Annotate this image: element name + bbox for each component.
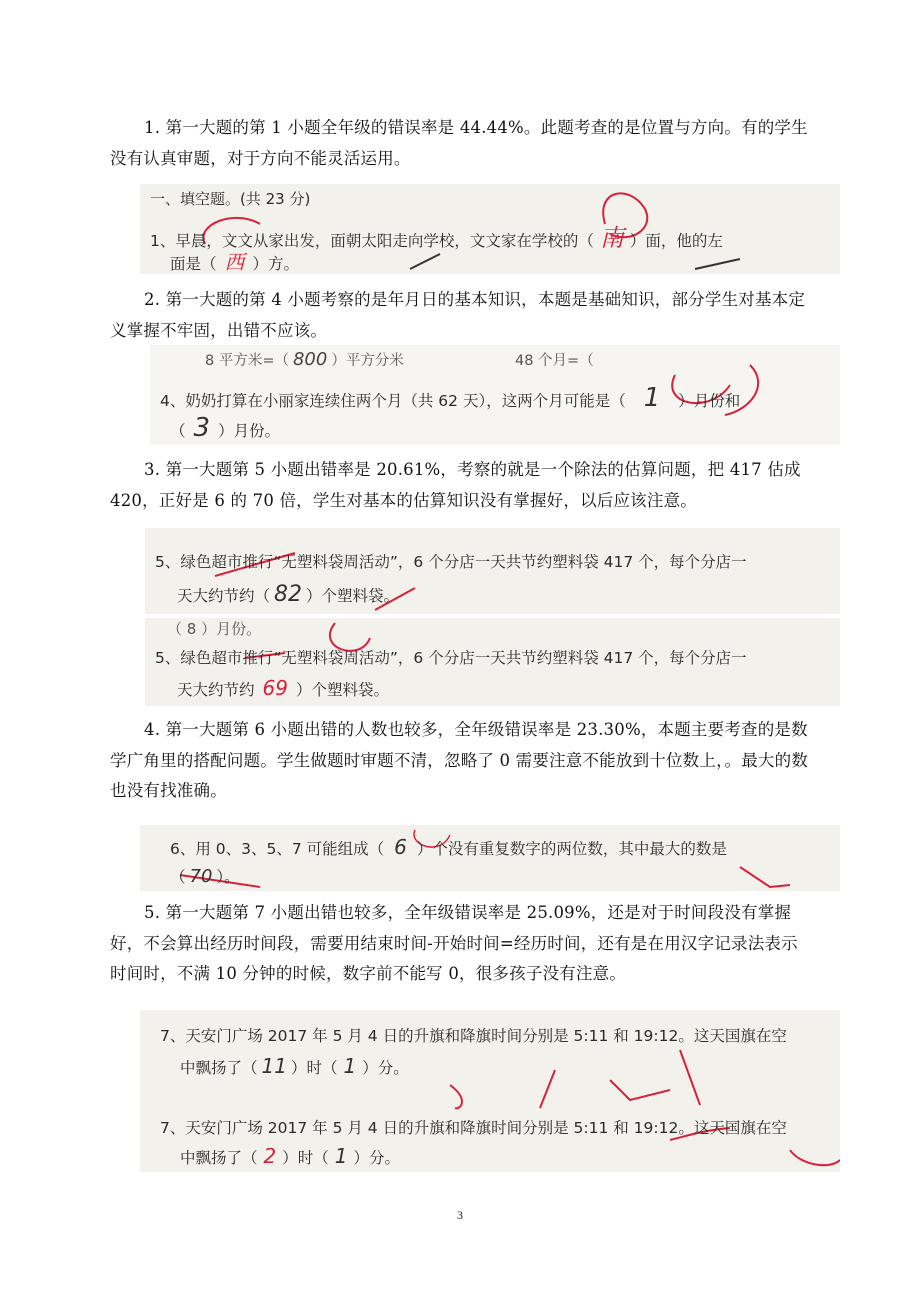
paragraph-4: 4. 第一大题第 6 小题出错的人数也较多，全年级错误率是 23.30%，本题主要考查的是数学广角里的搭配问题。学生做题时审题不清，忽略了 0 需要注意不能放到十位数上，。最大的数也没有找准确。 (110, 720, 809, 800)
paragraph-1: 1. 第一大题的第 1 小题全年级的错误率是 44.44%。此题考查的是位置与方向。有的学生没有认真审题，对于方向不能灵活运用。 (110, 118, 808, 168)
q7b-answer-2: 1 (334, 1144, 348, 1168)
paragraph-2: 2. 第一大题的第 4 小题考察的是年月日的基本知识，本题是基础知识，部分学生对基本定义掌握不牢固，出错不应该。 (110, 290, 806, 340)
q1-text-2b: ）方。 (252, 255, 300, 273)
question-7b-line1: 7、天安门广场 2017 年 5 月 4 日的升旗和降旗时间分别是 5:11 和 19:12。这天国旗在空 (160, 1119, 787, 1137)
q1-answer-2: 西 (224, 250, 245, 274)
q1-text-2a: 面是（ (170, 255, 217, 273)
q6-answer-2: 70 (189, 866, 213, 887)
q4-text-1b: ）月份和 (678, 392, 741, 410)
q5a-answer: 82 (274, 582, 303, 607)
question-5b-line1: 5、绿色超市推行“无塑料袋周活动”，6 个分店一天共节约塑料袋 417 个，每个分店一 (155, 649, 747, 667)
q7b-text-c: ）分。 (353, 1149, 401, 1167)
q4-text-2a: （ (170, 422, 186, 440)
question-7a-line2 (180, 1054, 409, 1078)
question-5a-line2 (177, 582, 399, 607)
question-1-line2 (170, 246, 299, 274)
q5b-answer: 69 (262, 676, 288, 700)
q7a-text-c: ）分。 (362, 1059, 409, 1077)
section-header: 一、填空题。(共 23 分) (150, 190, 311, 208)
question-6-line1 (170, 835, 727, 859)
q4-text-2b: ）月份。 (218, 422, 281, 440)
q7b-text-a: 中飘扬了（ (180, 1149, 258, 1167)
q7a-answer-2: 1 (343, 1054, 357, 1078)
question-5b-line2 (177, 676, 389, 700)
scan-question-1 (140, 184, 840, 274)
q4-text-1: 4、奶奶打算在小丽家连续住两个月（共 62 天），这两个月可能是（ (160, 392, 626, 410)
q6-text-a: 6、用 0、3、5、7 可能组成（ (170, 840, 385, 858)
q6-text-b: ）个没有重复数字的两位数，其中最大的数是 (416, 840, 727, 858)
paragraph-3: 3. 第一大题第 5 小题出错率是 20.61%，考察的就是一个除法的估算问题，把 417 估成 420，正好是 6 的 70 倍，学生对基本的估算知识没有掌握好，以后应该注意。 (110, 460, 801, 510)
q4-text-0b: ）平方分米 (331, 353, 404, 369)
q6-answer-1: 6 (394, 835, 407, 859)
page-number: 3 (457, 1208, 463, 1222)
q1-text: 1、早晨，文文从家出发，面朝太阳走向学校，文文家在学校的（ (150, 232, 594, 250)
q7a-text-b: ）时（ (290, 1059, 338, 1077)
q5b-line-0: （ 8 ）月份。 (167, 620, 262, 638)
paragraph-5: 5. 第一大题第 7 小题出错也较多，全年级错误率是 25.09%，还是对于时间段没有掌握好，不会算出经历时间段，需要用结束时间-开始时间=经历时间，还有是在用汉字记录法表示时间时，不满 10 分钟的时候，数字前不能写 0，很多孩子没有注意。 (110, 903, 798, 983)
q5b-text-a: 天大约节约 (177, 681, 255, 699)
q7a-answer-1: 11 (261, 1054, 287, 1078)
question-7b-line2 (180, 1144, 400, 1168)
q4-text-0: 8 平方米=（ (205, 353, 289, 369)
q4-answer-2: 3 (193, 413, 211, 443)
question-4-line1 (160, 383, 740, 413)
question-6-line2 (170, 865, 240, 887)
q7b-answer-1: 2 (263, 1144, 277, 1168)
q1-text-b: ）面，他的左 (629, 232, 723, 250)
scan-question-5b (145, 618, 840, 706)
question-5a-line1: 5、绿色超市推行“无塑料袋周活动”，6 个分店一天共节约塑料袋 417 个，每个分店一 (155, 553, 747, 571)
q5a-text-b: ）个塑料袋。 (306, 587, 400, 605)
q-line-0 (205, 349, 404, 370)
question-4-line2 (170, 413, 280, 443)
q4-text-0c: 48 个月=（ (515, 353, 594, 369)
scan-question-7b (140, 1110, 840, 1172)
scan-question-6 (140, 825, 840, 891)
q5a-text-a: 天大约节约（ (177, 587, 271, 605)
q6-text-2b: ）。 (216, 868, 240, 886)
scan-question-4 (150, 345, 840, 445)
q1-answer-1: 南 (599, 224, 624, 252)
q5b-text-b: ）个塑料袋。 (295, 681, 389, 699)
q4-answer-1: 1 (643, 383, 661, 413)
q7a-text-a: 中飘扬了（ (180, 1059, 258, 1077)
scan-question-5a (145, 528, 840, 614)
q7b-text-b: ）时（ (282, 1149, 329, 1167)
q6-text-2: （ (170, 868, 186, 886)
q4-answer-0: 800 (292, 349, 328, 370)
scan-question-7a (140, 1010, 840, 1110)
question-7a-line1: 7、天安门广场 2017 年 5 月 4 日的升旗和降旗时间分别是 5:11 和 19:12。这天国旗在空 (160, 1027, 787, 1045)
